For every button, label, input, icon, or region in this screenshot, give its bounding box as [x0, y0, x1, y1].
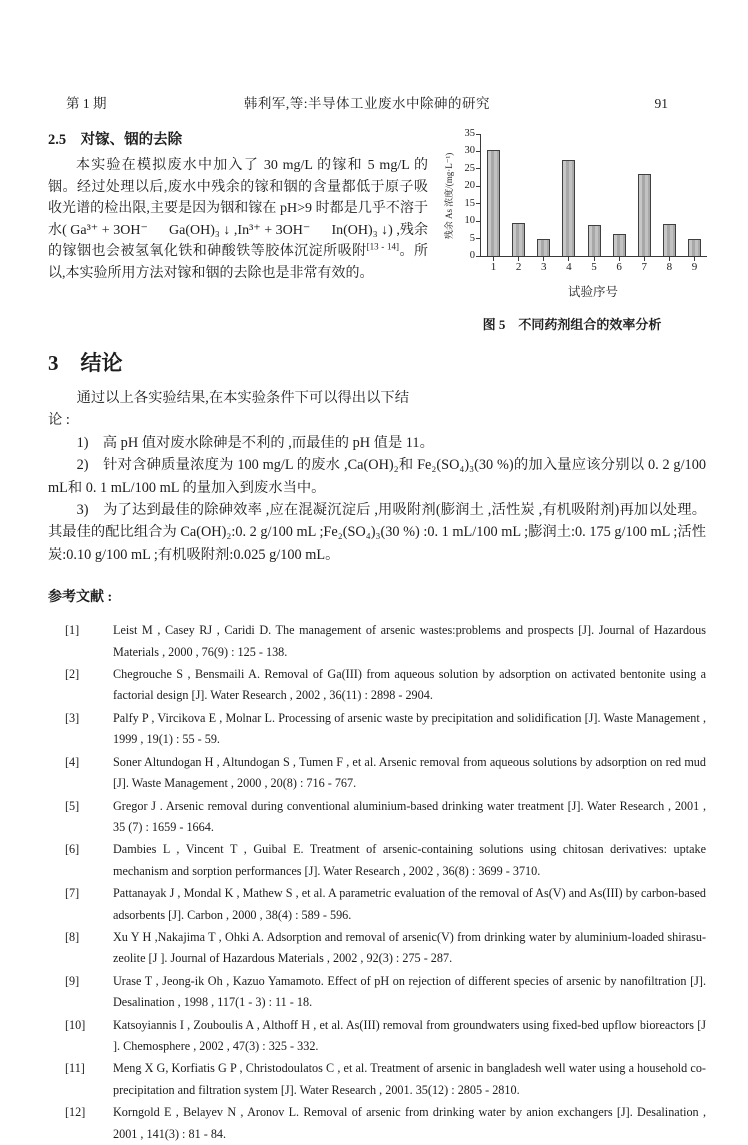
- reference-text: Meng X G, Korfiatis G P , Christodoulatos C , et al. Treatment of arsenic in bangladesh well water using a household co-precipitation and filtration system [J]. Water Research , 2001. 35(12) : 2805 - 2810.: [113, 1061, 706, 1097]
- paragraph-text: 。所以,本实验所用方法对镓和铟的去除也是非常有效的。: [48, 244, 428, 281]
- x-tick-label: 8: [666, 261, 673, 273]
- reference-label: [8]: [65, 929, 80, 944]
- reference-text: Korngold E , Belayev N , Aronov L. Removal of arsenic from drinking water by anion exchangers [J]. Desalination , 2001 , 141(3) : 81 - 84.: [113, 1105, 706, 1141]
- page-number: 91: [654, 96, 668, 111]
- bar: [487, 150, 500, 256]
- reference-label: [7]: [65, 886, 80, 901]
- bar: [512, 223, 525, 256]
- reference-label: [5]: [65, 798, 80, 813]
- y-tick-label: 20: [464, 180, 475, 192]
- section-3-heading: [48, 347, 706, 377]
- reference-text: Palfy P , Vircikova E , Molnar L. Processing of arsenic waste by precipitation and solidification [J]. Waste Management , 1999 , 19(1) : 55 - 59.: [113, 710, 706, 747]
- reference-item: [48, 839, 706, 882]
- x-tick-label: 9: [691, 261, 698, 273]
- bar: [663, 224, 676, 256]
- reference-label: [11]: [65, 1061, 85, 1076]
- reference-text: Pattanayak J , Mondal K , Mathew S , et al. A parametric evaluation of the removal of As(V) and As(III) by carbon-based adsorbents [J]. Carbon , 2000 , 38(4) : 589 - 596.: [113, 886, 706, 922]
- right-column: [438, 128, 706, 333]
- x-tick-label: 7: [641, 261, 647, 273]
- running-title: 韩利军,等:半导体工业废水中除砷的研究: [243, 96, 491, 111]
- reference-list: [48, 620, 706, 1145]
- paragraph-text: 本实验在模拟废水中加入了 30 mg/L 的镓和 5 mg/L 的铟。经过处理以后,废水中残余的镓和铟的含量都低于原子吸收光谱的检出限,主要是因为铟和镓在 pH>9 时都是几乎不溶于水( Ga³⁺ + 3OH⁻ Ga(OH)₃ ↓ ,In³⁺ + 3OH⁻ In(OH)₃ ↓) ,残余的镓铟也会被氢氧化铁和砷酸铁等胶体沉淀所吸附: [48, 158, 428, 260]
- journal-issue: 第 1 期: [66, 96, 107, 111]
- reference-text: Soner Altundogan H , Altundogan S , Tumen F , et al. Arsenic removal from aqueous solutions by adsorption on red mud [J]. Waste Management , 2000 , 20(8) : 716 - 767.: [113, 754, 706, 791]
- reference-item: [48, 796, 706, 839]
- reference-item: [48, 752, 706, 795]
- y-tick-mark: [476, 151, 481, 152]
- y-tick-mark: [476, 168, 481, 169]
- reference-label: [6]: [65, 842, 80, 857]
- y-tick-mark: [476, 238, 481, 239]
- bar: [613, 234, 626, 256]
- reference-item: [48, 883, 706, 926]
- left-column: [48, 128, 438, 333]
- chart-plot-area: [464, 128, 707, 273]
- x-tick-label: 2: [515, 261, 522, 273]
- conclusion-item-3: 3) 为了达到最佳的除砷效率 ,应在混凝沉淀后 ,用吸附剂(膨润土 ,活性炭 ,有机吸附剂)再加以处理。其最佳的配比组合为 Ca(OH)₂:0. 2 g/100 mL ;Fe₂(SO₄)₃(30 %) :0. 1 mL/100 mL ;膨润土:0. 175 g/100 mL ;活性炭:0.10 g/100 mL ;有机吸附剂:0.025 g/100 mL。: [48, 502, 706, 563]
- y-tick-label: 35: [464, 128, 475, 139]
- x-tick-label: 4: [566, 261, 572, 273]
- section-2-5-paragraph: [48, 155, 428, 285]
- y-tick-mark: [476, 203, 481, 204]
- bar: [688, 239, 701, 256]
- section-2-5-heading: 2.5 对镓、铟的去除: [48, 132, 183, 148]
- y-tick-label: 15: [464, 197, 475, 209]
- y-tick-label: 30: [464, 145, 475, 157]
- section-title: 结论: [80, 351, 123, 375]
- reference-item: [48, 927, 706, 970]
- reference-label: [10]: [65, 1017, 86, 1032]
- conclusion-intro-line1: 通过以上各实验结果,在本实验条件下可以得出以下结: [76, 390, 409, 406]
- conclusion-intro-line2: 论 :: [48, 412, 70, 429]
- y-tick-mark: [476, 221, 481, 222]
- reference-item: [48, 971, 706, 1014]
- y-axis-label: 残余 As 浓度/(mg·L⁻¹): [444, 152, 454, 240]
- reference-item: [48, 1058, 706, 1101]
- reference-text: Leist M , Casey RJ , Caridi D. The management of arsenic wastes:problems and prospects [J]. Journal of Hazardous Materials , 2000 , 76(9) : 125 - 138.: [113, 623, 706, 659]
- reference-label: [4]: [65, 754, 80, 769]
- reference-label: [12]: [65, 1105, 86, 1120]
- bar: [638, 174, 651, 256]
- conclusion-item-2: 2) 针对含砷质量浓度为 100 mg/L 的废水 ,Ca(OH)₂和 Fe₂(SO₄)₃(30 %)的加入量应该分别以 0. 2 g/100 mL和 0. 1 mL/100 mL 的量加入到废水当中。: [48, 457, 706, 496]
- reference-item: [48, 664, 706, 707]
- conclusion-body: [48, 387, 706, 566]
- page-header: [48, 92, 706, 112]
- bar: [562, 160, 575, 256]
- conclusion-item-1: 1) 高 pH 值对废水除砷是不利的 ,而最佳的 pH 值是 11。: [76, 434, 434, 451]
- reference-text: Xu Y H ,Nakajima T , Ohki A. Adsorption and removal of arsenic(V) from drinking water by aluminium-loaded shirasu-zeolite [J ]. Journal of Hazardous Materials , 2002 , 92(3) : 275 - 287.: [113, 929, 706, 966]
- reference-item: [48, 708, 706, 751]
- y-tick-label: 5: [469, 232, 475, 244]
- reference-text: Katsoyiannis I , Zouboulis A , Althoff H , et al. As(III) removal from groundwaters using fixed-bed upflow bioreactors [J ]. Chemosphere , 2002 , 47(3) : 325 - 332.: [113, 1017, 706, 1053]
- reference-item: [48, 1102, 706, 1145]
- y-tick-mark: [476, 186, 481, 187]
- reference-item: [48, 1015, 706, 1058]
- reference-text: Urase T , Jeong-ik Oh , Kazuo Yamamoto. Effect of pH on rejection of different species of arsenic by nanofiltration [J]. Desalination , 1998 , 117(1 - 3) : 11 - 18.: [113, 973, 706, 1010]
- reference-text: Chegrouche S , Bensmaili A. Removal of Ga(III) from aqueous solution by adsorption on activated bentonite using a factorial design [J]. Water Research , 2002 , 36(11) : 2898 - 2904.: [113, 667, 706, 703]
- bar: [537, 239, 550, 256]
- reference-text: Dambies L , Vincent T , Guibal E. Treatment of arsenic-containing solutions using chitosan derivatives: uptake mechanism and sorption performances [J]. Water Research , 2002 , 36(8) : 3699 - 3710.: [113, 842, 706, 878]
- citation-superscript: [13 - 14]: [366, 241, 400, 252]
- x-axis-label: 试验序号: [567, 285, 618, 299]
- x-tick-label: 6: [616, 261, 622, 273]
- x-tick-label: 5: [591, 261, 597, 273]
- y-tick-label: 10: [464, 215, 475, 227]
- references-heading: 参考文献 :: [48, 590, 113, 606]
- y-tick-label: 25: [464, 162, 475, 174]
- reference-label: [1]: [65, 623, 80, 638]
- reference-item: [48, 620, 706, 663]
- reference-text: Gregor J . Arsenic removal during conventional aluminium-based drinking water treatment [J]. Water Research , 2001 , 35 (7) : 1659 - 1664.: [113, 798, 706, 834]
- y-tick-mark: [476, 256, 481, 257]
- x-tick-label: 1: [490, 261, 497, 273]
- two-column-section: [48, 128, 706, 333]
- reference-label: [9]: [65, 973, 80, 988]
- y-tick-label: 0: [469, 250, 475, 261]
- reference-label: [3]: [65, 710, 80, 725]
- bar-chart: [438, 128, 706, 280]
- y-tick-mark: [476, 134, 481, 135]
- section-number: 3: [48, 351, 59, 375]
- x-tick-label: 3: [541, 261, 547, 273]
- bar: [588, 225, 601, 256]
- figure-5: [438, 128, 706, 333]
- reference-label: [2]: [65, 667, 80, 682]
- figure-caption: 图 5 不同药剂组合的效率分析: [482, 317, 662, 332]
